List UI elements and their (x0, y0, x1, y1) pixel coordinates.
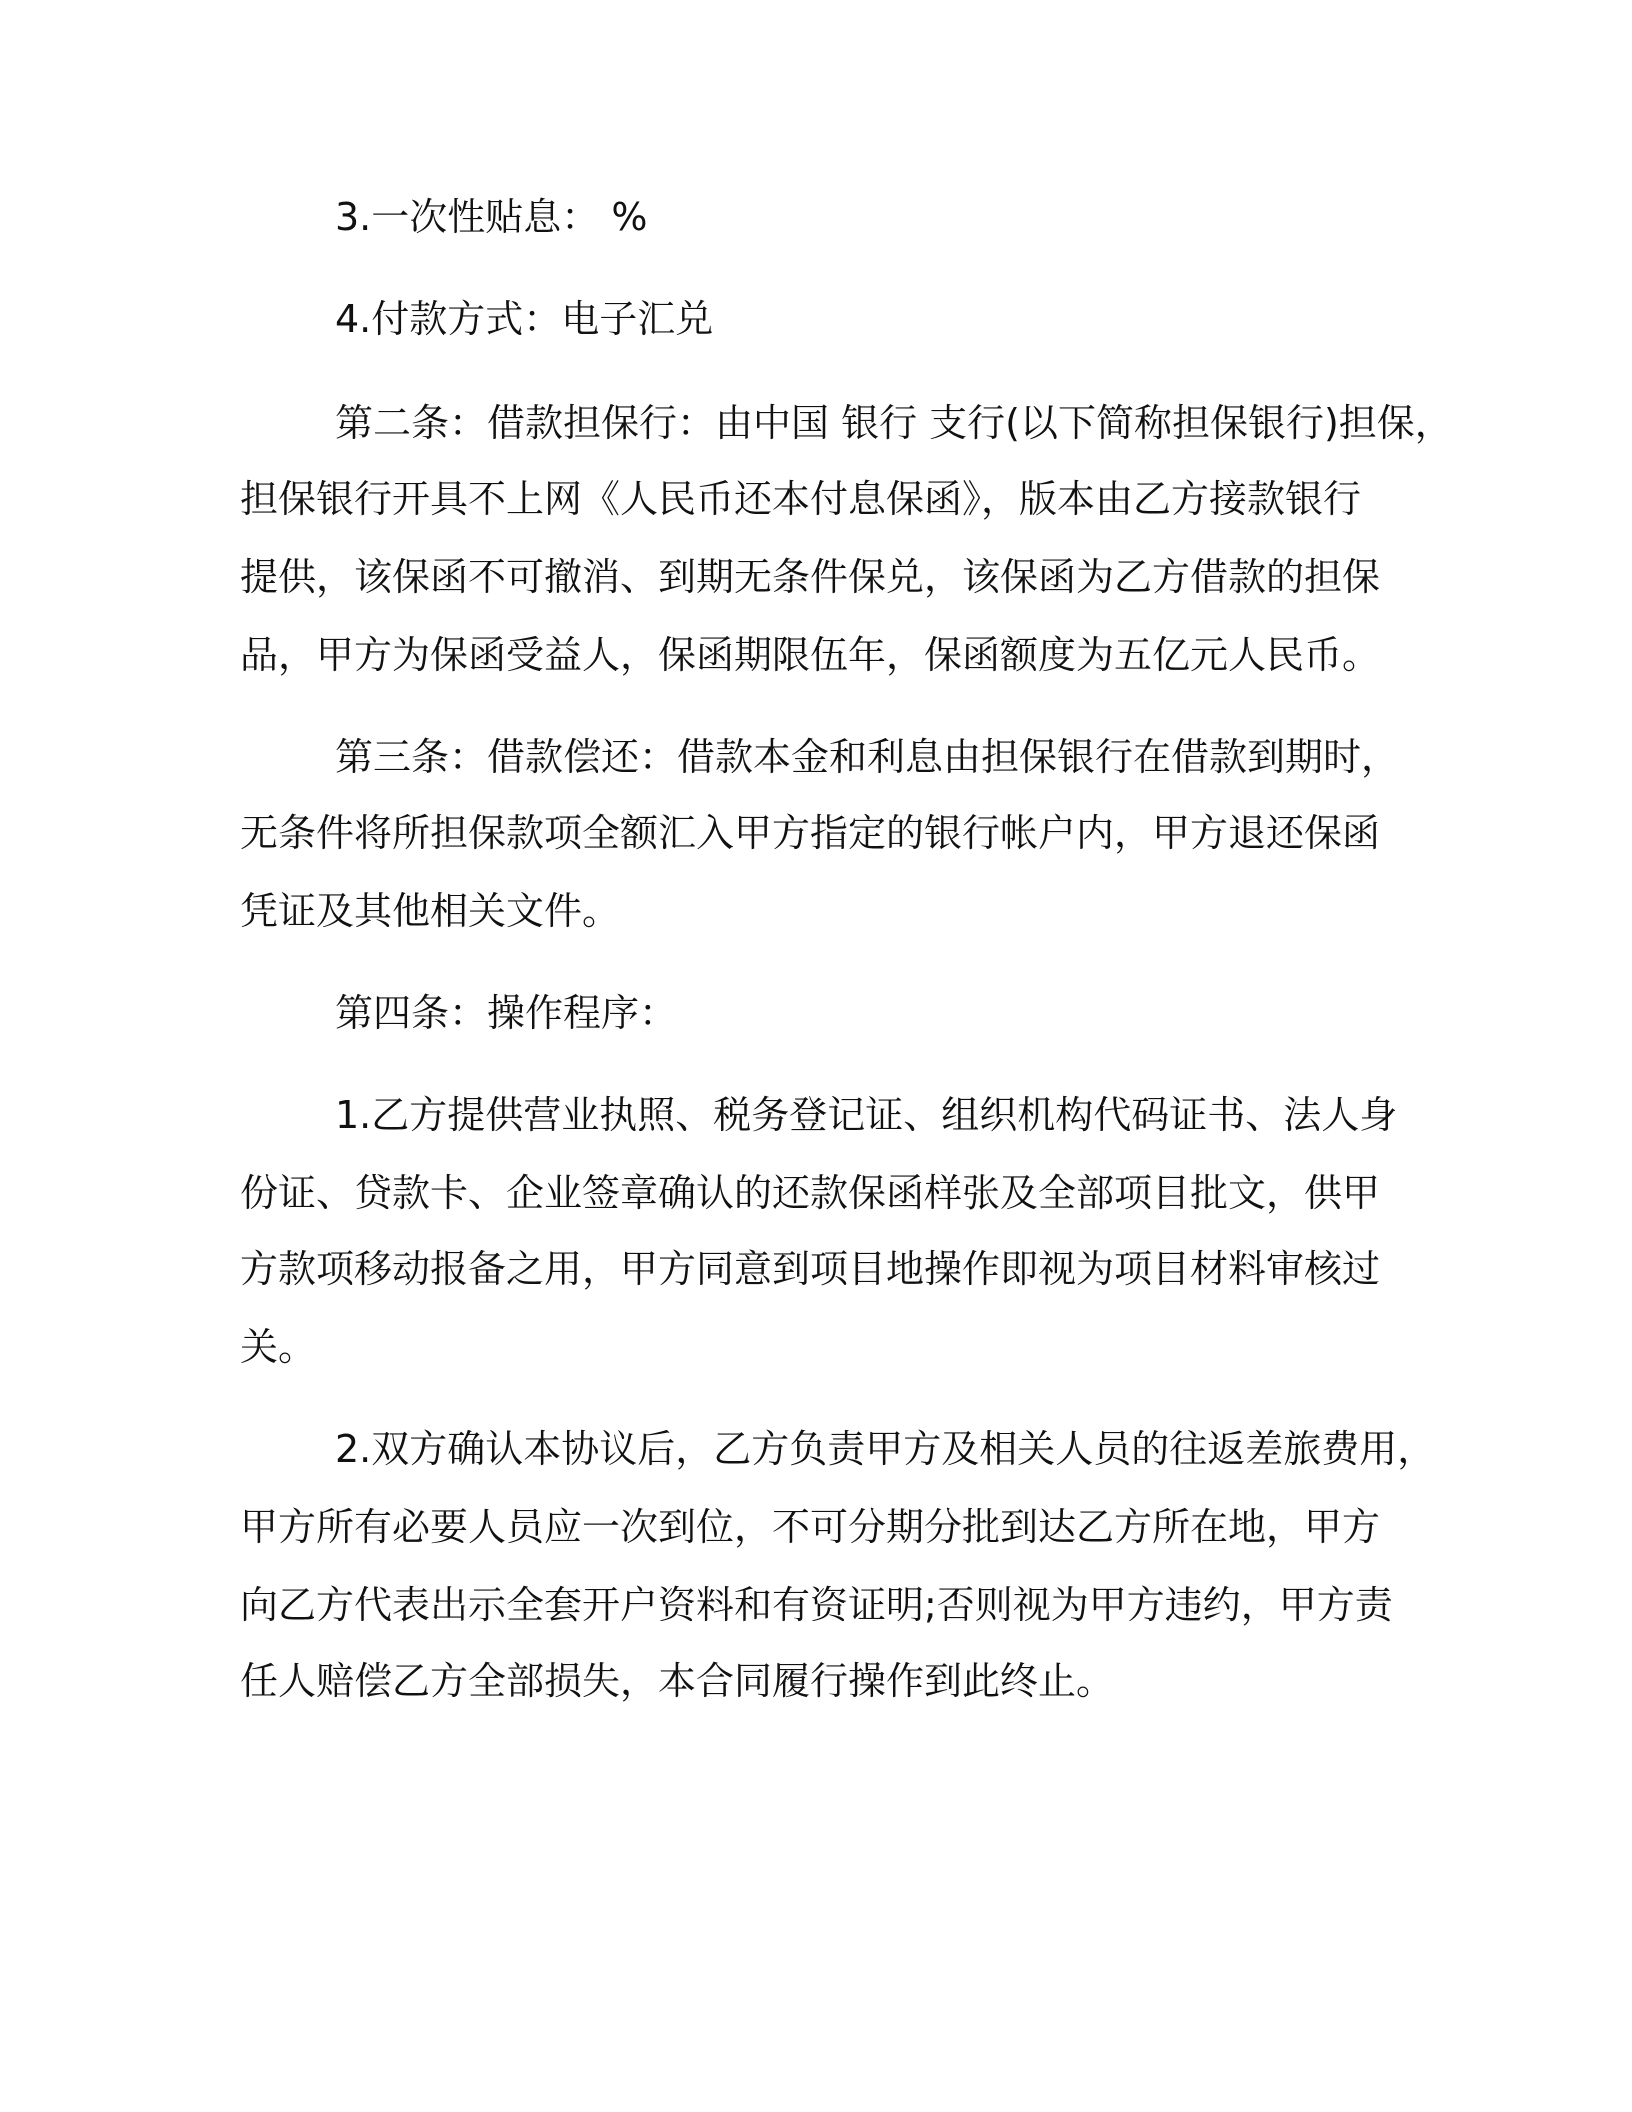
article-3-line: 无条件将所担保款项全额汇入甲方指定的银行帐户内，甲方退还保函 (240, 811, 1381, 855)
article-2-line: 第二条：借款担保行：由中国 银行 支行(以下简称担保银行)担保， (335, 401, 1453, 445)
article-2-line: 提供，该保函不可撤消、到期无条件保兑，该保函为乙方借款的担保 (240, 555, 1381, 599)
item-4-line: 4.付款方式：电子汇兑 (335, 297, 714, 341)
procedure-1-line: 份证、贷款卡、企业签章确认的还款保函样张及全部项目批文，供甲 (240, 1171, 1381, 1215)
article-3-line: 凭证及其他相关文件。 (240, 889, 621, 933)
procedure-2-line: 向乙方代表出示全套开户资料和有资证明;否则视为甲方违约，甲方责 (240, 1583, 1393, 1627)
article-4-title: 第四条：操作程序： (335, 991, 678, 1035)
procedure-2-line: 甲方所有必要人员应一次到位，不可分期分批到达乙方所在地，甲方 (240, 1505, 1381, 1549)
procedure-1-line: 关。 (240, 1325, 317, 1369)
procedure-1-line: 方款项移动报备之用，甲方同意到项目地操作即视为项目材料审核过 (240, 1247, 1381, 1291)
procedure-2-line: 2.双方确认本协议后，乙方负责甲方及相关人员的往返差旅费用， (335, 1427, 1436, 1471)
procedure-1-line: 1.乙方提供营业执照、税务登记证、组织机构代码证书、法人身 (335, 1093, 1398, 1137)
article-2-line: 品，甲方为保函受益人，保函期限伍年，保函额度为五亿元人民币。 (240, 633, 1381, 677)
procedure-2-line: 任人赔偿乙方全部损失，本合同履行操作到此终止。 (240, 1659, 1115, 1703)
article-2-line: 担保银行开具不上网《人民币还本付息保函》，版本由乙方接款银行 (240, 477, 1362, 521)
item-3-line: 3.一次性贴息： % (335, 195, 648, 239)
article-3-line: 第三条：借款偿还：借款本金和利息由担保银行在借款到期时， (335, 735, 1400, 779)
